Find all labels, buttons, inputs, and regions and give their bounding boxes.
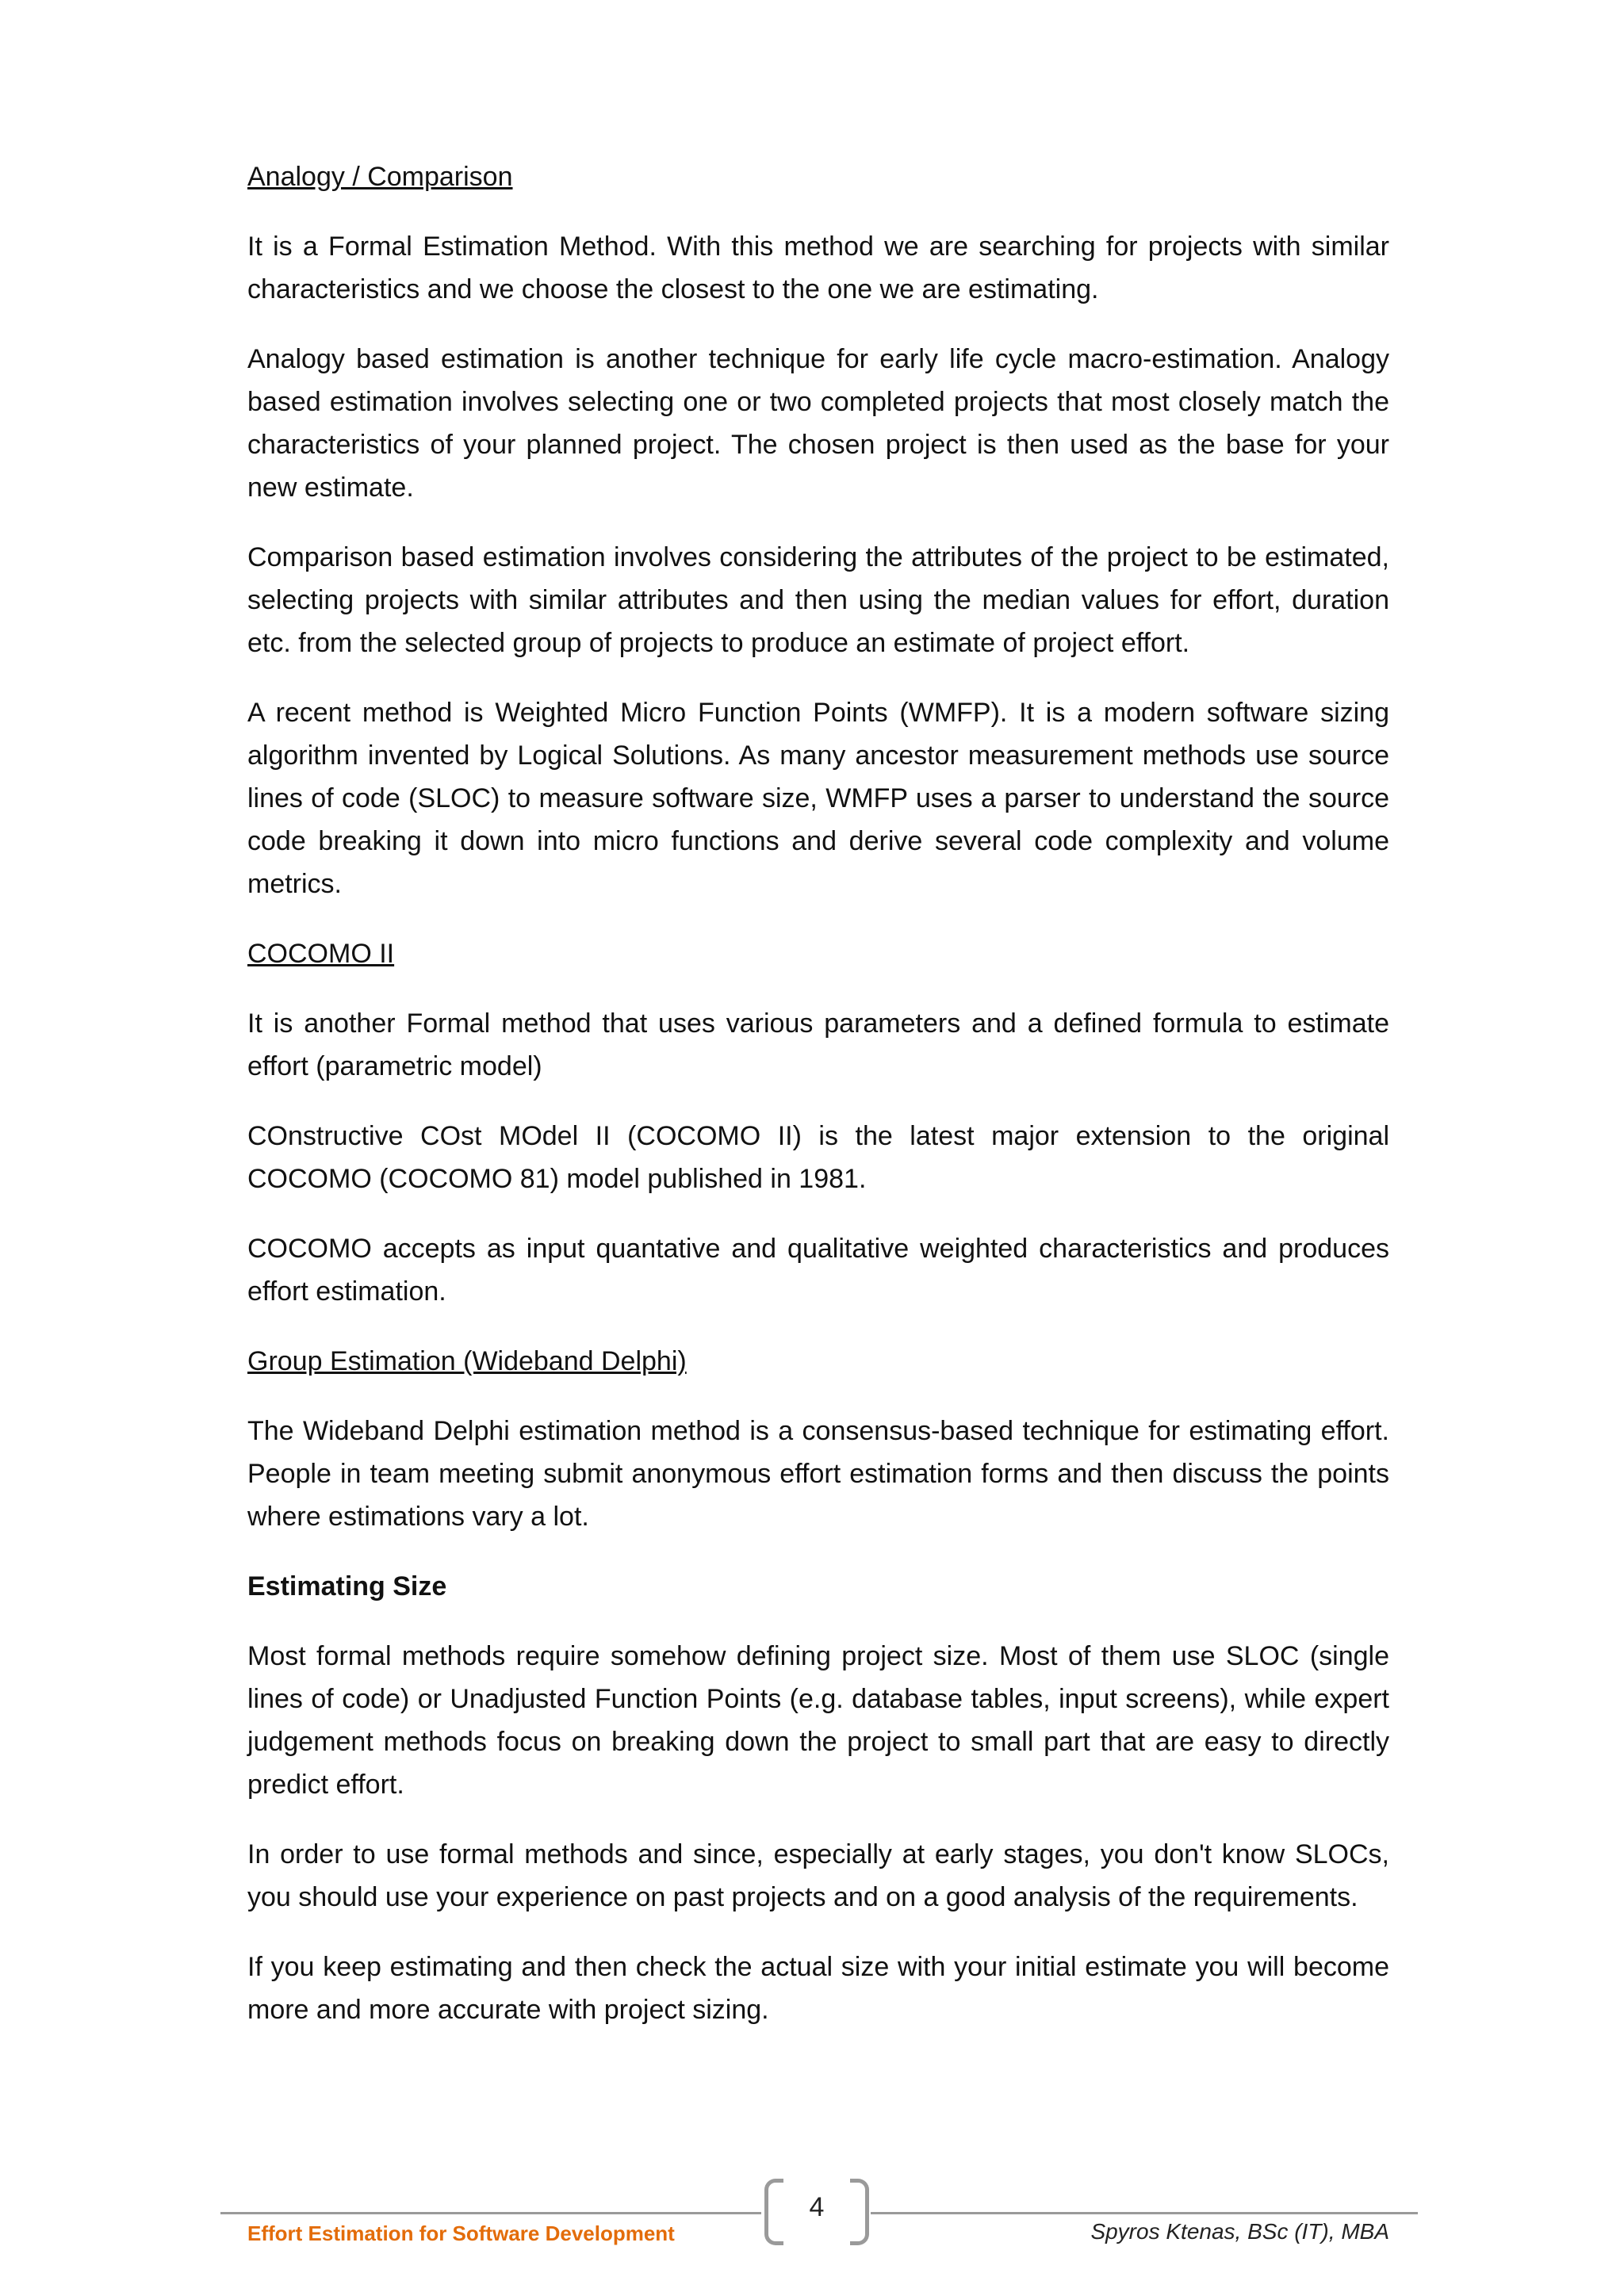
footer-divider-right bbox=[871, 2212, 1418, 2214]
paragraph: Most formal methods require somehow defining project size. Most of them use SLOC (single lines of code) or Unadjusted Function Points (e.g. database tables, input screens), while expert judgement methods focus on breaking down the project to small part that are easy to directly predict effort. bbox=[247, 1641, 1389, 1800]
page-body bbox=[247, 155, 1389, 2058]
section-heading-delphi: Group Estimation (Wideband Delphi) bbox=[247, 1346, 687, 1376]
footer-document-title: Effort Estimation for Software Development bbox=[247, 2221, 675, 2245]
paragraph: If you keep estimating and then check the actual size with your initial estimate you will become more and more accurate with project sizing. bbox=[247, 1952, 1389, 2025]
section-heading-analogy: Analogy / Comparison bbox=[247, 162, 513, 192]
paragraph: COnstructive COst MOdel II (COCOMO II) is the latest major extension to the original COCOMO (COCOMO 81) model published in 1981. bbox=[247, 1121, 1389, 1194]
section-heading-estimating-size: Estimating Size bbox=[247, 1571, 447, 1601]
paragraph: It is another Formal method that uses various parameters and a defined formula to estimate effort (parametric model) bbox=[247, 1008, 1389, 1081]
paragraph: Comparison based estimation involves considering the attributes of the project to be estimated, selecting projects with similar attributes and then using the median values for effort, duration etc. from the selected group of projects to produce an estimate of project effort. bbox=[247, 542, 1389, 658]
paragraph: Analogy based estimation is another technique for early life cycle macro-estimation. Analogy based estimation involves selecting one or two completed projects that most closely match the characteristics of your planned project. The chosen project is then used as the base for your new estimate. bbox=[247, 344, 1389, 503]
section-heading-cocomo: COCOMO II bbox=[247, 939, 395, 969]
paragraph: In order to use formal methods and since, especially at early stages, you don't know SLOCs, you should use your experience on past projects and on a good analysis of the requirements. bbox=[247, 1839, 1389, 1912]
paragraph: The Wideband Delphi estimation method is a consensus-based technique for estimating effort. People in team meeting submit anonymous effort estimation forms and then discuss the points where estimations vary a lot. bbox=[247, 1416, 1389, 1532]
paragraph: COCOMO accepts as input quantative and qualitative weighted characteristics and produces effort estimation. bbox=[247, 1234, 1389, 1307]
page-number: 4 bbox=[809, 2192, 825, 2222]
paragraph: A recent method is Weighted Micro Function Points (WMFP). It is a modern software sizing algorithm invented by Logical Solutions. As many ancestor measurement methods use source lines of code (SLOC) to measure software size, WMFP uses a parser to understand the source code breaking it down into micro functions and derive several code complexity and volume metrics. bbox=[247, 698, 1389, 899]
page-number-bracket-right-icon bbox=[850, 2179, 869, 2245]
page-number-bracket-left-icon bbox=[764, 2179, 783, 2245]
paragraph: It is a Formal Estimation Method. With this method we are searching for projects with similar characteristics and we choose the closest to the one we are estimating. bbox=[247, 232, 1389, 304]
footer-divider-left bbox=[220, 2212, 761, 2214]
footer-author: Spyros Ktenas, BSc (IT), MBA bbox=[1090, 2219, 1389, 2244]
